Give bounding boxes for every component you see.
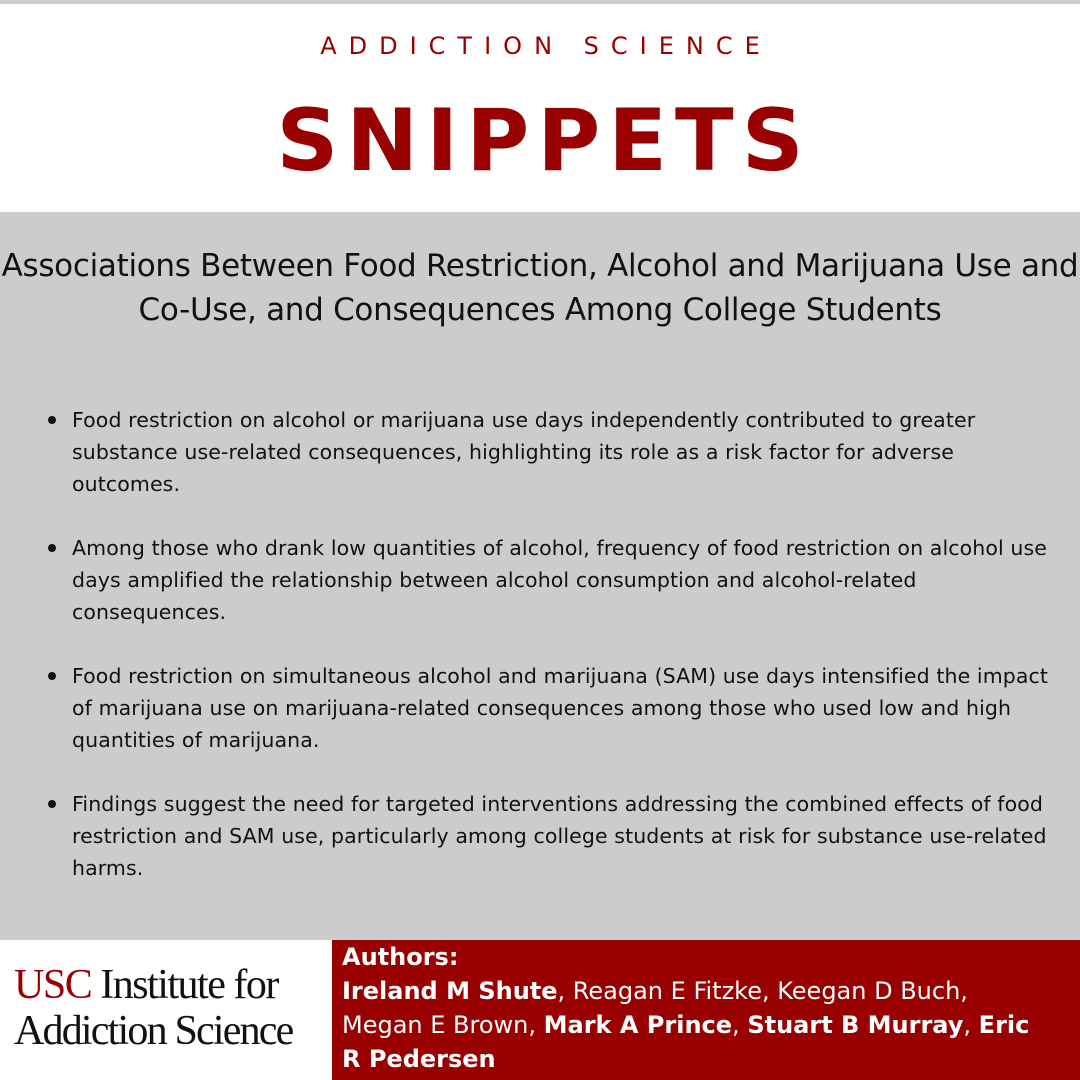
authors-text	[342, 940, 1042, 1076]
header-kicker: ADDICTION SCIENCE	[320, 32, 772, 60]
finding-item	[44, 660, 1068, 756]
bullet-dot-icon	[48, 800, 56, 808]
author-name: Eric R Pedersen	[342, 1011, 1030, 1073]
author-name: Megan E Brown	[342, 1011, 529, 1039]
findings-list	[44, 404, 1068, 916]
author-name: Keegan D Buch	[777, 977, 961, 1005]
author-name: Stuart B Murray	[747, 1011, 964, 1039]
bullet-dot-icon	[48, 672, 56, 680]
finding-item	[44, 788, 1068, 884]
bullet-dot-icon	[48, 416, 56, 424]
finding-item	[44, 404, 1068, 500]
logo-line-2: Addiction Science	[14, 1008, 293, 1054]
institute-logo	[0, 940, 332, 1080]
finding-text: Food restriction on alcohol or marijuana use days independently contributed to greater substance use-related consequences, highlighting its role as a risk factor for adverse outcomes.	[72, 408, 976, 496]
author-name: Ireland M Shute	[342, 977, 558, 1005]
finding-text: Among those who drank low quantities of alcohol, frequency of food restriction on alcohol use days amplified the relationship between alcohol consumption and alcohol-related consequences.	[72, 536, 1047, 624]
article-title: Associations Between Food Restriction, Alcohol and Marijuana Use and Co-Use, and Consequences Among College Students	[1, 248, 1079, 328]
finding-item	[44, 532, 1068, 628]
finding-text: Food restriction on simultaneous alcohol and marijuana (SAM) use days intensified the impact of marijuana use on marijuana-related consequences among those who used low and high quantities of marijuana.	[72, 664, 1049, 752]
author-name: Mark A Prince	[543, 1011, 733, 1039]
authors-block	[332, 940, 1080, 1080]
logo-institute-for: Institute for	[91, 962, 278, 1008]
bullet-dot-icon	[48, 544, 56, 552]
header-headline: SNIPPETS	[276, 91, 812, 191]
author-name: Reagan E Fitzke	[572, 977, 762, 1005]
logo-usc: USC	[14, 962, 92, 1008]
authors-list: Ireland M Shute, Reagan E Fitzke, Keegan D Buch, Megan E Brown, Mark A Prince, Stuart B Murray, Eric R Pedersen	[342, 977, 1030, 1073]
finding-text: Findings suggest the need for targeted interventions addressing the combined effects of food restriction and SAM use, particularly among college students at risk for substance use-related harms.	[72, 792, 1047, 880]
logo-line-1	[14, 962, 334, 1008]
top-rule	[0, 0, 1080, 4]
authors-label: Authors:	[342, 943, 459, 971]
